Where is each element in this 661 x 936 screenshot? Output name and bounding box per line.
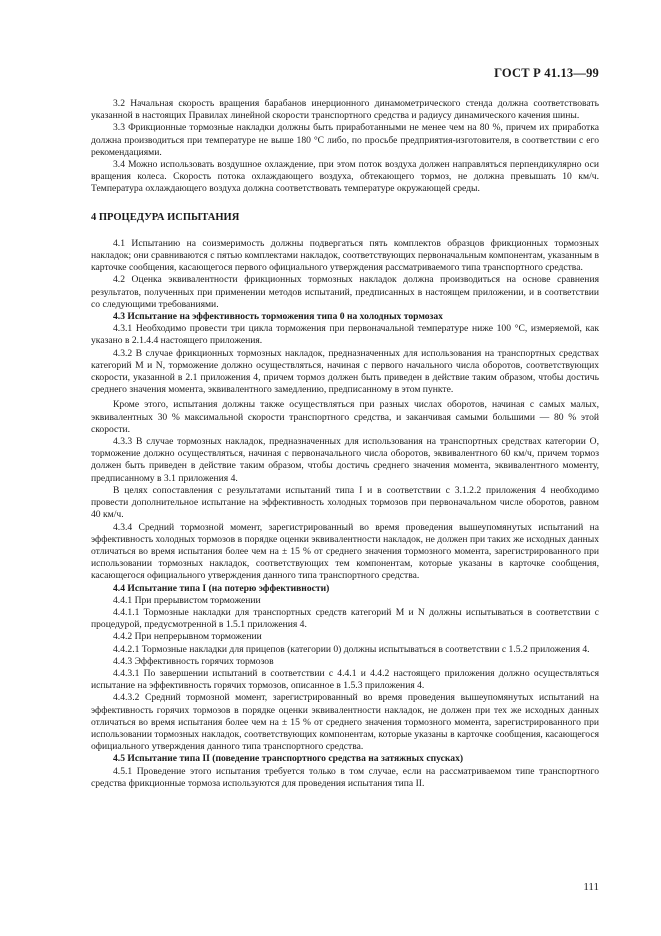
standard-header: ГОСТ Р 41.13—99: [494, 66, 599, 80]
paragraph-4-3-1: 4.3.1 Необходимо провести три цикла торможения при первоначальной температуре ниже 100 °С, измеряемой, как указано в 2.1.4.4 настоящего приложения.: [91, 323, 599, 347]
paragraph-4-4-3: 4.4.3 Эффективность горячих тормозов: [113, 655, 274, 667]
paragraph-3-2: 3.2 Начальная скорость вращения барабанов инерционного динамометрического стенда должна соответствовать указанной в настоящих Правилах линейной скорости транспортного средства и радиусу динамического качения шины.: [91, 98, 599, 122]
paragraph-4-4-2-1: 4.4.2.1 Тормозные накладки для прицепов (категории 0) должны испытываться в соответствии с 1.5.2 приложения 4.: [113, 643, 590, 655]
subsection-4-5-title: 4.5 Испытание типа II (поведение транспортного средства на затяжных спусках): [113, 753, 464, 765]
paragraph-4-4-3-1: 4.4.3.1 По завершении испытаний в соответствии с 4.4.1 и 4.4.2 настоящего приложения должно осуществляться испытание на эффективность горячих тормозов, описанное в 1.5.3 приложения 4.: [91, 667, 599, 692]
paragraph-4-3-3-cont: В целях сопоставления с результатами испытаний типа I и в соответствии с 3.1.2.2 приложения 4 необходимо провести дополнительное испытание на эффективность холодных тормозов при первоначальном числе оборотов, равном 40 км/ч.: [91, 484, 599, 521]
subsection-4-3-title: 4.3 Испытание на эффективность торможения типа 0 на холодных тормозах: [113, 311, 443, 323]
paragraph-4-3-3: 4.3.3 В случае тормозных накладок, предназначенных для использования на транспортных средствах категории О, торможение должно осуществляться, начиная с первоначального числа оборотов, эквивалентного 60 км/ч, причем тормоз должен быть приведен в действие таким образом, чтобы достичь среднего значения момента, эквивалентного моменту, предписанному в 3.1 приложения 4.: [91, 436, 599, 484]
paragraph-4-3-2: 4.3.2 В случае фрикционных тормозных накладок, предназначенных для использования на транспортных средствах категорий М и N, торможение должно осуществляться, начиная с первого начального числа оборотов, соответствующих скорости, указанной в 2.1 приложения 4, причем тормоз должен быть приведен в действие таким образом, чтобы достичь среднего значения момента, эквивалентного замедлению, предписанному в этом пункте.: [91, 347, 599, 396]
paragraph-4-2: 4.2 Оценка эквивалентности фрикционных тормозных накладок должна производиться на основе сравнения результатов, полученных при применении методов испытаний, предписанных в настоящем приложении, и в соответствии со следующими требованиями.: [91, 274, 599, 310]
paragraph-4-3-2-cont: Кроме этого, испытания должны также осуществляться при разных числах оборотов, начиная с самых малых, эквивалентных 30 % максимальной скорости транспортного средства, и заканчивая самыми большими — 80 % этой скорости.: [91, 399, 599, 435]
document-body: [91, 98, 599, 790]
paragraph-4-4-1-1: 4.4.1.1 Тормозные накладки для транспортных средств категорий М и N должны испытываться в соответствии с процедурой, предусмотренной в 1.5.1 приложения 4.: [91, 606, 599, 631]
section-title: 4 ПРОЦЕДУРА ИСПЫТАНИЯ: [91, 211, 240, 223]
paragraph-4-5-1: 4.5.1 Проведение этого испытания требуется только в том случае, если на рассматриваемом типе транспортного средства фрикционные тормоза используются для проведения испытания типа II.: [91, 765, 599, 789]
subsection-4-4-title: 4.4 Испытание типа I (на потерю эффективности): [113, 582, 330, 594]
paragraph-4-4-3-2: 4.4.3.2 Средний тормозной момент, зарегистрированный во время проведения вышеупомянутых испытаний на эффективность горячих тормозов в порядке оценки эквивалентности накладок, не должен при тех же исходных данных отличаться во время испытания более чем на ± 15 % от среднего значения тормозного момента, зарегистрированного при использовании тормозных накладок, соответствующих компонентам, которые указаны в карточке сообщения, касающегося официального утверждения данного типа транспортного средства.: [91, 692, 599, 753]
paragraph-4-4-1: 4.4.1 При прерывистом торможении: [113, 594, 261, 606]
paragraph-4-4-2: 4.4.2 При непрерывном торможении: [113, 631, 262, 643]
paragraph-3-4: 3.4 Можно использовать воздушное охлаждение, при этом поток воздуха должен направляться перпендикулярно оси вращения колеса. Скорость потока охлаждающего воздуха, обтекающего тормоз, не должна превышать 10 км/ч. Температура охлаждающего воздуха должна соответствовать температуре окружающей среды.: [91, 159, 599, 195]
paragraph-3-3: 3.3 Фрикционные тормозные накладки должны быть приработанными не менее чем на 80 %, причем их приработка должна производиться при температуре не выше 180 °С либо, по просьбе предприятия-изготовителя, в соответствии с его рекомендациями.: [91, 122, 599, 158]
page-number: 111: [583, 881, 599, 893]
paragraph-4-3-4: 4.3.4 Средний тормозной момент, зарегистрированный во время проведения вышеупомянутых испытаний на эффективность холодных тормозов в порядке оценки эквивалентности накладок, не должен при таких же исходных данных отличаться во время испытания более чем на ± 15 % от среднего значения тормозного момента, зарегистрированного при использовании тормозных накладок, соответствующих тем компонентам, которые указаны в карточке сообщения, касающегося официального утверждения данного типа транспортного средства.: [91, 521, 599, 582]
paragraph-4-1: 4.1 Испытанию на соизмеримость должны подвергаться пять комплектов образцов фрикционных тормозных накладок; они сравниваются с пятью комплектами накладок, соответствующих первоначальным компонентам, указанным в карточке сообщения, касающегося первого официального утверждения рассматриваемого типа транспортного средства.: [91, 237, 599, 274]
